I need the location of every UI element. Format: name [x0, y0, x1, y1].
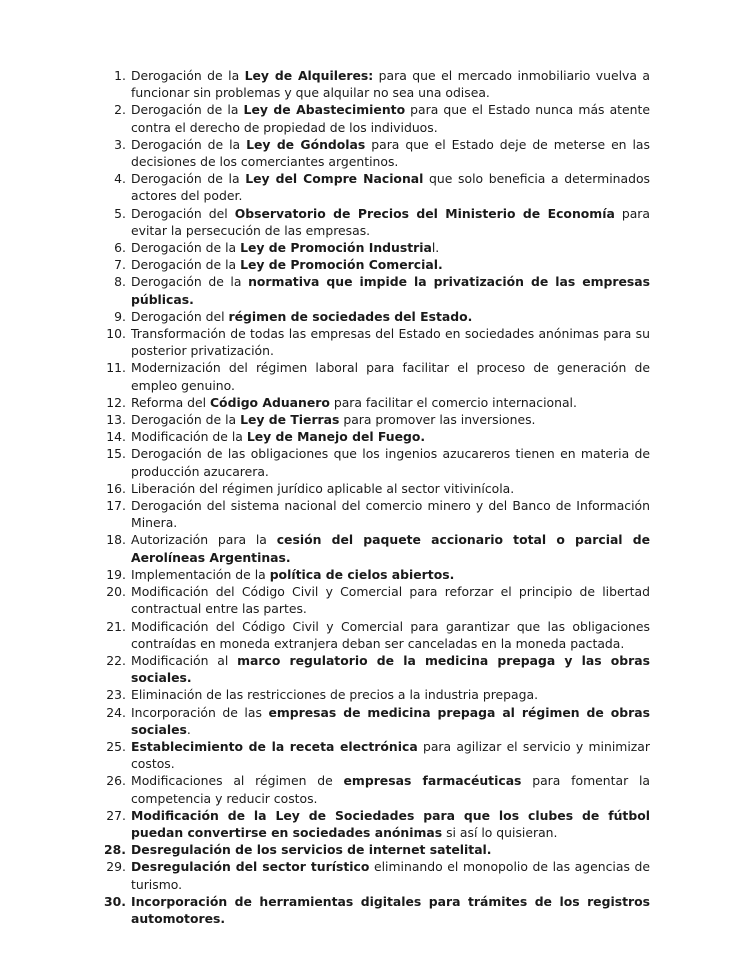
item-text-run: Derogación del [131, 205, 235, 221]
item-number: 23. [106, 687, 126, 703]
item-text-run: . [186, 721, 191, 737]
item-text [131, 325, 650, 359]
item-text [131, 497, 650, 531]
item-text-run: Derogación del sistema nacional del comercio minero y del Banco de Información Minera. [131, 498, 650, 531]
item-number: 27. [106, 807, 126, 823]
item-text-bold: Ley de Promoción Comercial. [240, 257, 443, 273]
list-item [98, 807, 650, 841]
item-number: 26. [106, 773, 126, 789]
item-text-run: para fomentar la competencia y reducir costos. [131, 773, 650, 806]
item-text-run: Transformación de todas las empresas del Estado en sociedades anónimas para su posterior privatización. [131, 326, 650, 359]
item-text-run: para evitar la persecución de las empresas. [131, 205, 650, 238]
list-item [98, 394, 650, 411]
list-item [98, 101, 650, 135]
item-text-run: Implementación de la [131, 566, 270, 582]
item-text [131, 256, 650, 273]
item-number: 18. [106, 532, 126, 548]
item-text-run: para promover las inversiones. [339, 412, 536, 428]
item-text-run: si así lo quisieran. [442, 824, 558, 840]
item-text-bold: cesión del paquete accionario total o parcial de Aerolíneas Argentinas. [131, 532, 651, 565]
item-number: 6. [114, 240, 126, 256]
item-text-bold: Observatorio de Precios del Ministerio de Economía [234, 205, 615, 221]
item-text-run: Eliminación de las restricciones de precios a la industria prepaga. [131, 687, 539, 703]
list-item [98, 445, 650, 479]
item-text-bold: Incorporación de herramientas digitales para trámites de los registros automotores. [131, 893, 650, 926]
item-text-bold: marco regulatorio de la medicina prepaga y las obras sociales. [131, 652, 650, 686]
list-item [98, 652, 650, 686]
list-item [98, 704, 650, 738]
item-text [131, 273, 650, 307]
item-text-run: Derogación de la [131, 102, 244, 118]
item-text-run: Modificación al [131, 652, 238, 668]
item-number: 4. [114, 171, 126, 187]
item-number: 10. [106, 326, 126, 342]
item-text-bold: empresas farmacéuticas [343, 773, 522, 789]
item-text-bold: política de cielos abiertos. [269, 566, 455, 582]
list-item [98, 566, 650, 583]
item-text [131, 566, 650, 583]
item-number: 20. [106, 584, 126, 600]
item-number: 14. [106, 429, 126, 445]
item-text [131, 101, 650, 135]
item-text-run: para facilitar el comercio internacional. [329, 394, 577, 410]
item-text [131, 445, 650, 479]
item-number: 29. [106, 859, 126, 875]
item-number: 12. [106, 394, 126, 410]
item-text [131, 359, 650, 393]
item-text-run: Derogación de las obligaciones que los ingenios azucareros tienen en materia de producción azucarera. [131, 446, 650, 479]
item-text [131, 618, 650, 652]
list-item [98, 497, 650, 531]
item-text-bold: Ley de Abastecimiento [243, 102, 406, 118]
item-text-run: Derogación del [131, 308, 229, 324]
item-text-run: para agilizar el servicio y minimizar costos. [131, 738, 650, 772]
item-text-run: Modificación del Código Civil y Comercial para reforzar el principio de libertad contractual entre las partes. [131, 584, 650, 617]
item-text [131, 738, 650, 772]
list-item [98, 893, 650, 927]
item-number: 1. [114, 68, 126, 83]
list-item [98, 67, 650, 101]
item-number: 15. [106, 446, 126, 462]
item-text-bold: Ley del Compre Nacional [245, 171, 424, 187]
item-number: 7. [114, 257, 126, 273]
item-number: 28. [104, 842, 126, 858]
item-text-run: Derogación de la [131, 171, 246, 187]
item-text-run: para que el Estado deje de meterse en las decisiones de los comerciantes argentinos. [131, 136, 650, 170]
list-item [98, 411, 650, 428]
item-text [131, 205, 650, 239]
list-item [98, 325, 650, 359]
item-text-bold: Ley de Góndolas [246, 136, 366, 152]
item-text [131, 136, 650, 170]
item-text-bold: Desregulación de los servicios de internet satelital. [131, 842, 492, 858]
item-text [131, 428, 650, 445]
item-number: 16. [106, 480, 126, 496]
item-text [131, 772, 650, 806]
item-number: 11. [106, 360, 126, 376]
item-text-run: Derogación de la [131, 412, 241, 428]
list-item [98, 841, 650, 858]
item-number: 22. [106, 652, 126, 668]
item-number: 5. [114, 205, 126, 221]
item-text [131, 531, 650, 565]
list-item [98, 359, 650, 393]
list-item [98, 136, 650, 170]
item-text [131, 170, 650, 204]
item-text-run: Autorización para la [131, 532, 277, 548]
item-text-run: Liberación del régimen jurídico aplicable al sector vitivinícola. [131, 480, 515, 496]
item-number: 9. [114, 308, 126, 324]
item-text [131, 583, 650, 617]
item-text [131, 411, 650, 428]
list-item [98, 480, 650, 497]
item-text-run: eliminando el monopolio de las agencias de turismo. [131, 859, 650, 892]
item-text [131, 308, 650, 325]
item-text-bold: Ley de Tierras [240, 412, 340, 428]
list-item [98, 239, 650, 256]
item-text [131, 893, 650, 927]
item-text-run: que solo beneficia a determinados actores del poder. [131, 171, 650, 204]
list-item [98, 858, 650, 892]
item-text-run: Derogación de la [131, 274, 249, 290]
item-text-run: Reforma del [131, 394, 210, 410]
item-text [131, 394, 650, 411]
item-text-run: Modificaciones al régimen de [131, 773, 344, 789]
item-number: 3. [114, 136, 126, 152]
item-text [131, 239, 650, 256]
list-item [98, 205, 650, 239]
item-number: 24. [106, 704, 126, 720]
list-item [98, 531, 650, 565]
item-text-run: Modificación del Código Civil y Comercial para garantizar que las obligaciones contraídas en moneda extranjera deban ser canceladas en la moneda pactada. [131, 618, 650, 651]
item-text-bold: Establecimiento de la receta electrónica [131, 738, 418, 754]
numbered-list [98, 67, 650, 927]
item-text-run: Derogación de la [131, 240, 241, 256]
item-text-bold: Ley de Alquileres: [244, 68, 374, 83]
item-text-run: Modernización del régimen laboral para facilitar el proceso de generación de empleo genuino. [131, 360, 650, 393]
list-item [98, 618, 650, 652]
item-text-run: Derogación de la [131, 136, 247, 152]
item-text-bold: Ley de Manejo del Fuego. [246, 429, 426, 445]
item-text [131, 67, 650, 101]
list-item [98, 273, 650, 307]
list-item [98, 308, 650, 325]
item-number: 30. [104, 893, 126, 909]
item-text-bold: empresas de medicina prepaga al régimen de obras sociales [131, 704, 650, 737]
item-text [131, 841, 650, 858]
item-text-bold: Ley de Promoción Industria [240, 240, 432, 256]
item-number: 25. [106, 738, 126, 754]
item-text-run: Derogación de la [131, 257, 241, 273]
list-item [98, 686, 650, 703]
item-text-run: Modificación de la [131, 429, 247, 445]
item-text [131, 480, 650, 497]
item-text-bold: Código Aduanero [209, 394, 330, 410]
item-number: 17. [106, 498, 126, 514]
item-number: 8. [114, 274, 126, 290]
item-text-run: para que el mercado inmobiliario vuelva a funcionar sin problemas y que alquilar no sea una odisea. [131, 68, 650, 101]
item-text-run: Derogación de la [131, 68, 245, 83]
list-item [98, 772, 650, 806]
item-text-run: Incorporación de las [131, 704, 269, 720]
item-text-run: l. [431, 240, 440, 256]
list-item [98, 428, 650, 445]
item-text [131, 652, 650, 686]
item-number: 13. [106, 412, 126, 428]
item-number: 19. [106, 566, 126, 582]
item-text [131, 807, 650, 841]
item-number: 2. [114, 102, 126, 118]
item-text [131, 858, 650, 892]
item-text-bold: Desregulación del sector turístico [131, 859, 370, 875]
item-text [131, 686, 650, 703]
item-text-run: para que el Estado nunca más atente contra el derecho de propiedad de los individuos. [131, 102, 650, 135]
item-number: 21. [106, 618, 126, 634]
item-text-bold: normativa que impide la privatización de las empresas públicas. [131, 274, 651, 307]
item-text-bold: Modificación de la Ley de Sociedades para que los clubes de fútbol puedan convertirse en sociedades anónimas [131, 807, 650, 840]
list-item [98, 170, 650, 204]
item-text [131, 704, 650, 738]
item-text-bold: régimen de sociedades del Estado. [228, 308, 473, 324]
list-item [98, 583, 650, 617]
list-item [98, 738, 650, 772]
list-item [98, 256, 650, 273]
